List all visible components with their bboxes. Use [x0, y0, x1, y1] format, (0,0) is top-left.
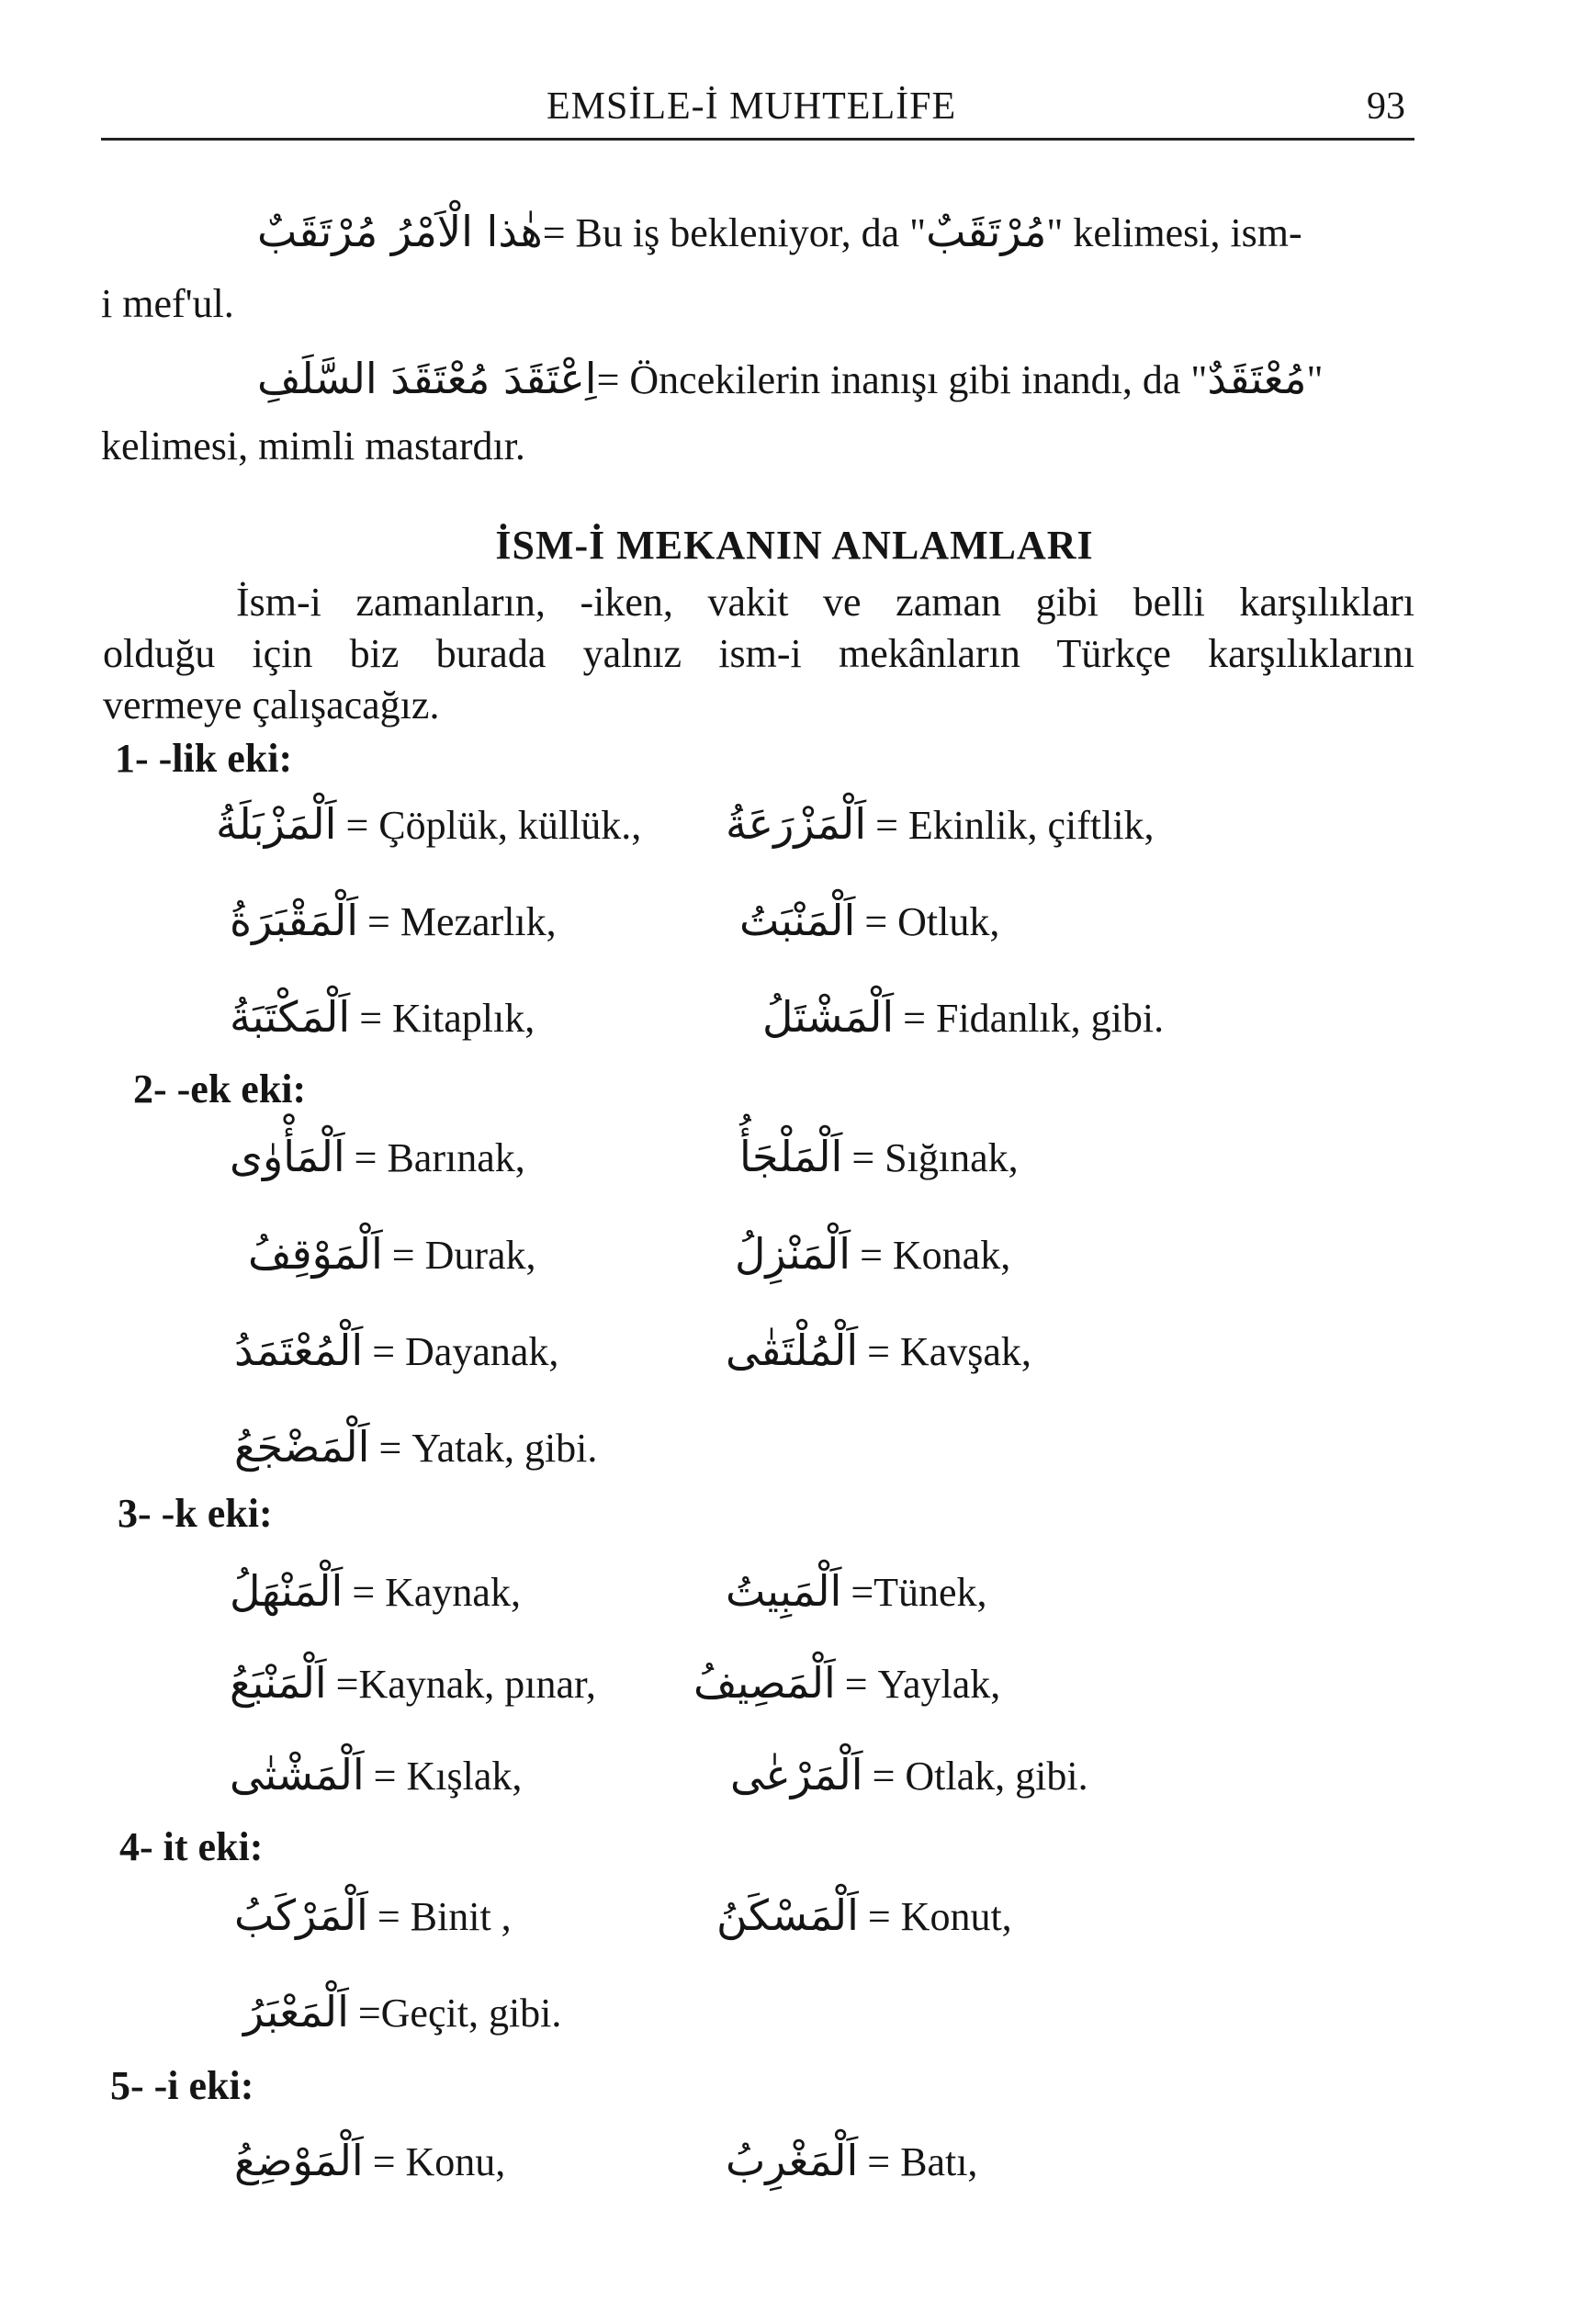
- meaning: = Otluk,: [864, 899, 1000, 944]
- arabic-word: مُرْتَقَبٌ: [926, 207, 1047, 256]
- meaning: =Kaynak, pınar,: [335, 1662, 596, 1707]
- meaning: =Tünek,: [851, 1570, 987, 1615]
- arabic-word: اَلْمَسْكَنُ: [716, 1890, 859, 1940]
- meaning: = Sığınak,: [851, 1135, 1019, 1180]
- arabic-word: اَلْمَوْقِفُ: [248, 1229, 383, 1279]
- meaning: = Yaylak,: [844, 1662, 1001, 1707]
- word-entry: [762, 992, 1164, 1042]
- translation: = Öncekilerin inanışı gibi inandı, da ": [596, 357, 1208, 402]
- intro-paragraph: [103, 577, 1414, 731]
- word-entry: [726, 1566, 987, 1616]
- arabic-word: اَلْمَأْوٰى: [230, 1132, 345, 1181]
- meaning: = Yatak, gibi.: [378, 1426, 598, 1471]
- meaning: = Çöplük, küllük.,: [345, 803, 642, 848]
- arabic-word: اَلْمَعْبَرُ: [243, 1987, 349, 2036]
- meaning: = Kitaplık,: [359, 996, 535, 1041]
- meaning: = Dayanak,: [372, 1329, 559, 1374]
- arabic-word: اَلْمَغْرِبُ: [726, 2136, 859, 2185]
- arabic-word: اَلْمَرْعٰى: [730, 1750, 863, 1799]
- paragraph-line: İsm-i zamanların, -iken, vakit ve zaman gibi belli karşılıkları: [236, 580, 1414, 625]
- explanation: " kelimesi, ism-: [1046, 210, 1302, 255]
- continuation-line: i mef'ul.: [101, 281, 234, 326]
- meaning: = Fidanlık, gibi.: [903, 996, 1165, 1041]
- word-entry: [716, 1890, 1012, 1940]
- meaning: = Binit ,: [377, 1894, 512, 1939]
- arabic-word: اَلْمُلْتَقٰى: [726, 1326, 859, 1375]
- word-entry: [248, 1229, 536, 1279]
- group-title: 1- -lik eki:: [115, 736, 293, 781]
- word-entry: [243, 1987, 561, 2036]
- meaning: = Ekinlik, çiftlik,: [875, 803, 1155, 848]
- group-title: 3- -k eki:: [118, 1491, 273, 1536]
- arabic-word: اَلْمَوْضِعُ: [234, 2136, 364, 2185]
- paragraph-line: olduğu için biz burada yalnız ism-i mekânların Türkçe karşılıklarını: [103, 631, 1414, 676]
- running-title: EMSİLE-İ MUHTELİFE: [547, 85, 957, 128]
- paragraph-line: vermeye çalışacağız.: [103, 683, 440, 728]
- continuation-line: kelimesi, mimli mastardır.: [101, 423, 525, 468]
- arabic-word: اَلْمَزْرَعَةُ: [726, 799, 867, 849]
- arabic-word: اَلْمَنْبَتُ: [739, 896, 856, 945]
- arabic-word: اَلْمَنْهَلُ: [230, 1566, 344, 1616]
- word-entry: [230, 1566, 521, 1616]
- meaning: = Konak,: [860, 1233, 1011, 1278]
- arabic-word: اَلْمَضْجَعُ: [234, 1422, 370, 1472]
- arabic-word: مُعْتَقَدٌ: [1207, 354, 1307, 403]
- arabic-word: اَلْمَقْبَرَةُ: [230, 896, 359, 945]
- translation: = Bu iş bekleniyor, da ": [542, 210, 927, 255]
- page-number: 93: [1367, 85, 1405, 128]
- word-entry: [735, 1229, 1010, 1279]
- meaning: = Kaynak,: [352, 1570, 521, 1615]
- group-title: 5- -i eki:: [110, 2063, 254, 2108]
- word-entry: [216, 799, 641, 849]
- arabic-word: اَلْمَرْكَبُ: [234, 1890, 368, 1940]
- word-entry: [230, 1658, 596, 1708]
- meaning: = Barınak,: [354, 1135, 525, 1180]
- word-entry: [730, 1750, 1088, 1799]
- word-entry: [230, 992, 535, 1042]
- arabic-word: اَلْمَشْتَلُ: [762, 992, 895, 1042]
- explanation: ": [1306, 357, 1324, 402]
- meaning: = Durak,: [391, 1233, 536, 1278]
- group-title: 2- -ek eki:: [133, 1066, 307, 1111]
- arabic-word: اَلْمُعْتَمَدُ: [234, 1326, 364, 1375]
- word-entry: [726, 799, 1155, 849]
- word-entry: [726, 2136, 977, 2185]
- meaning: = Batı,: [867, 2139, 978, 2184]
- example-line: [257, 354, 1323, 403]
- meaning: = Kavşak,: [867, 1329, 1031, 1374]
- arabic-phrase: هٰذا الْاَمْرُ مُرْتَقَبٌ: [257, 207, 543, 256]
- arabic-word: اَلْمَصِيفُ: [693, 1658, 836, 1708]
- word-entry: [234, 1422, 597, 1472]
- arabic-word: اَلْمَلْجَأُ: [739, 1132, 843, 1181]
- word-entry: [739, 896, 999, 945]
- meaning: = Kışlak,: [373, 1754, 523, 1799]
- arabic-word: اَلْمَشْتٰى: [230, 1750, 365, 1799]
- example-line: [257, 207, 1302, 256]
- word-entry: [234, 2136, 505, 2185]
- word-entry: [739, 1132, 1019, 1181]
- arabic-word: اَلْمَكْتَبَةُ: [230, 992, 351, 1042]
- meaning: = Mezarlık,: [367, 899, 557, 944]
- word-entry: [234, 1890, 512, 1940]
- word-entry: [726, 1326, 1031, 1375]
- section-heading: İSM-İ MEKANIN ANLAMLARI: [495, 523, 1094, 568]
- arabic-word: اَلْمَنْزِلُ: [735, 1229, 851, 1279]
- meaning: = Konut,: [867, 1894, 1012, 1939]
- group-title: 4- it eki:: [119, 1824, 264, 1869]
- meaning: = Otlak, gibi.: [872, 1754, 1088, 1799]
- meaning: = Konu,: [372, 2139, 506, 2184]
- meaning: =Geçit, gibi.: [357, 1991, 562, 2036]
- word-entry: [230, 1750, 522, 1799]
- arabic-word: اَلْمَبِيتُ: [726, 1566, 842, 1616]
- arabic-phrase: اِعْتَقَدَ مُعْتَقَدَ السَّلَفِ: [257, 354, 597, 403]
- word-entry: [234, 1326, 558, 1375]
- word-entry: [230, 896, 557, 945]
- page-header: [101, 81, 1414, 141]
- arabic-word: اَلْمَنْبَعُ: [230, 1658, 327, 1708]
- word-entry: [230, 1132, 525, 1181]
- arabic-word: اَلْمَزْبَلَةُ: [216, 799, 337, 849]
- word-entry: [693, 1658, 1000, 1708]
